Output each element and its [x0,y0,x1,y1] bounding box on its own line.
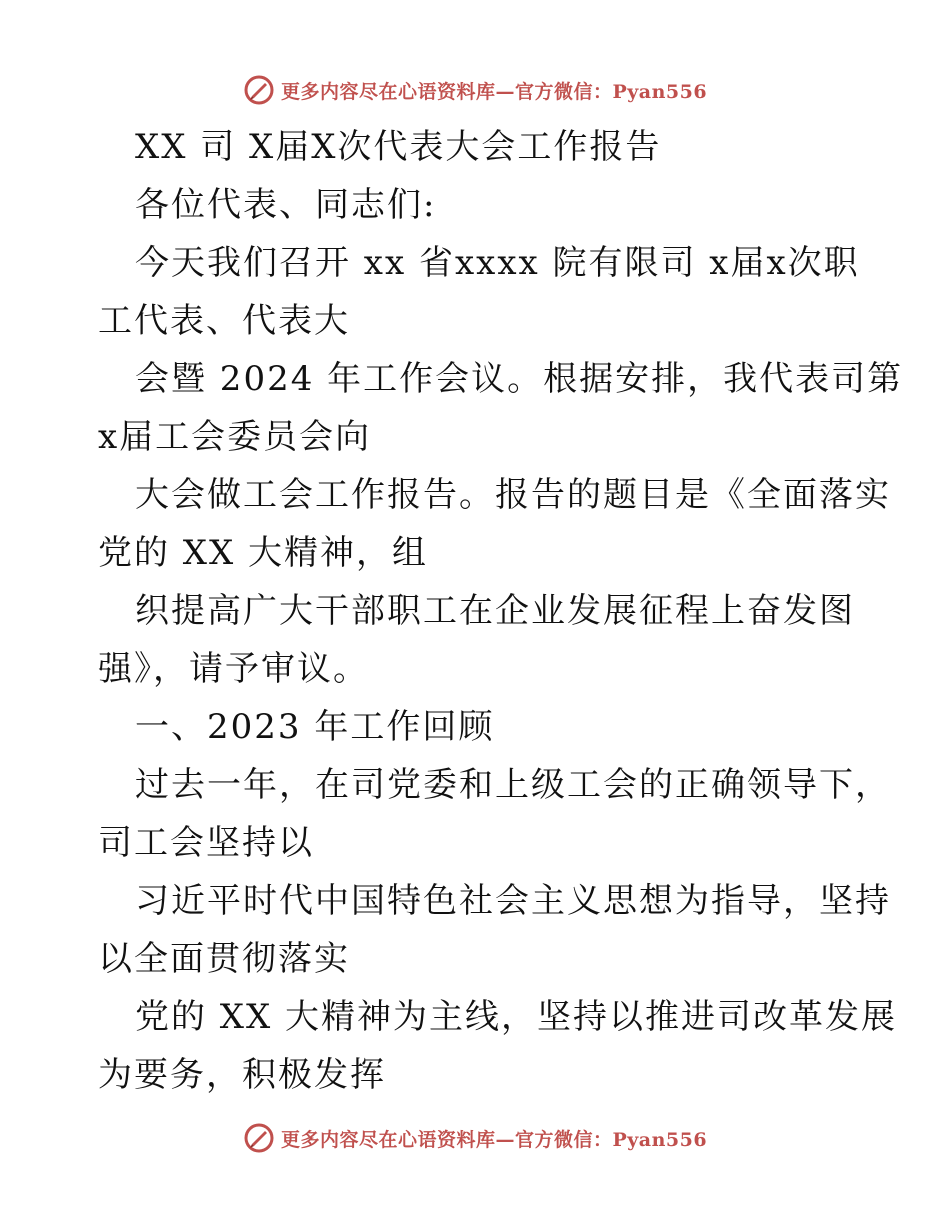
text-line: 会暨 2024 年工作会议。根据安排，我代表司第 [135,359,904,399]
red-pen-logo-icon [243,1122,275,1154]
text-line: 党的 XX 大精神为主线，坚持以推进司改革发展 [135,997,898,1037]
text-line: 党的 XX 大精神，组 [98,533,429,573]
red-pen-logo-icon [243,74,275,106]
footer-watermark-banner [0,1118,950,1158]
watermark-text: 更多内容尽在心语资料库—官方微信：Pyan556 [280,80,708,103]
text-line: 一、2023 年工作回顾 [135,707,495,747]
watermark-text: 更多内容尽在心语资料库—官方微信：Pyan556 [280,1128,708,1151]
text-line: 为要务，积极发挥 [98,1055,386,1095]
text-line: 工代表、代表大 [98,301,350,341]
text-line: 强》，请予审议。 [98,649,369,689]
text-line: 以全面贯彻落实 [98,939,350,979]
text-line: XX 司 X届X次代表大会工作报告 [135,127,662,167]
text-line: 过去一年，在司党委和上级工会的正确领导下， [135,765,891,805]
text-line: x届工会委员会向 [98,417,372,457]
text-line: 织提高广大干部职工在企业发展征程上奋发图 [135,591,855,631]
header-watermark-banner [0,70,950,110]
document-body [98,118,904,1104]
text-line: 司工会坚持以 [98,823,314,863]
text-line: 大会做工会工作报告。报告的题目是《全面落实 [135,475,891,515]
text-line: 今天我们召开 xx 省xxxx 院有限司 x届x次职 [135,243,860,283]
text-line: 各位代表、同志们: [135,185,437,225]
text-line: 习近平时代中国特色社会主义思想为指导，坚持 [135,881,891,921]
